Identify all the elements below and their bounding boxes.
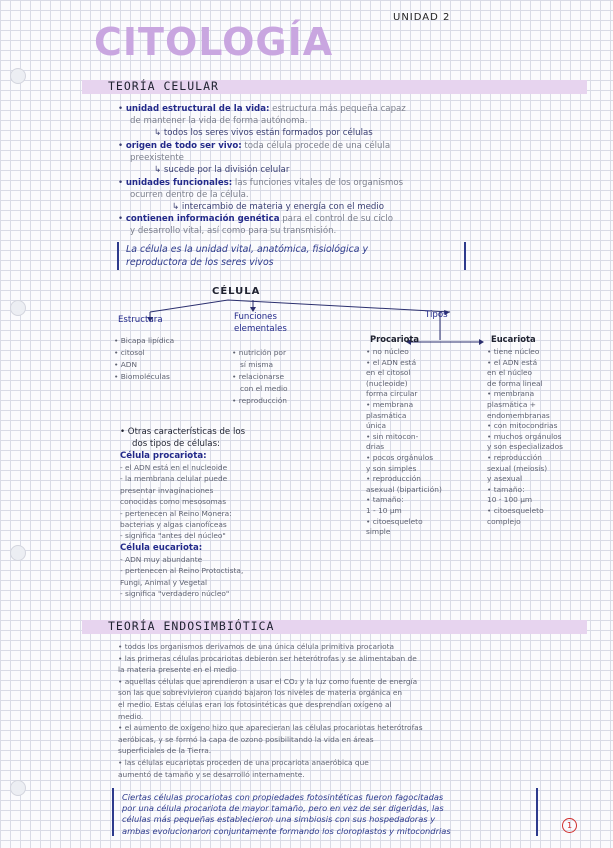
eukaryote-item: • reproducción [487, 453, 542, 462]
summary-line: La célula es la unidad vital, anatómica, fisiológica y [126, 244, 369, 255]
bullet-lead: contienen información genética [125, 214, 280, 224]
prokaryote-item: forma circular [366, 389, 418, 399]
endosymbiotic-line: aumentó de tamaño y se desarrolló internamente. [118, 769, 305, 779]
prokaryote-item: • membrana [366, 400, 414, 409]
prokaryote-note: bacterias y algas cianofíceas [120, 520, 227, 529]
eukaryote-note: - significa "verdadero núcleo" [120, 589, 230, 599]
bullet-continuation: de mantener la vida de forma autónoma. [130, 116, 308, 126]
bullet-lead: unidades funcionales: [125, 178, 233, 188]
bullet-text: para el control de su ciclo [279, 214, 394, 224]
endosymbiotic-line: • aquellas células que aprendieron a usar el CO₂ y la luz como fuente de energía [118, 676, 418, 686]
section-heading-endosymbiotic: TEORÍA ENDOSIMBIÓTICA [108, 619, 275, 633]
bullet-lead: unidad estructural de la vida: [125, 104, 270, 114]
eukaryote-note: - ADN muy abundante [120, 555, 203, 564]
functions-item: • reproducción [232, 396, 287, 405]
summary-line: reproductora de los seres vivos [126, 257, 274, 268]
eukaryote-item: endomembranas [487, 410, 550, 420]
arrowhead [479, 339, 484, 345]
other-heading: dos tipos de células: [132, 439, 220, 449]
conclusion-line: ambas evolucionaron conjuntamente formando los cloroplastos y mitocondrias [122, 825, 451, 836]
conclusion-line: células más pequeñas establecieron una simbiosis con sus hospedadoras y [122, 814, 436, 825]
bullet-text: estructura más pequeña capaz [269, 104, 406, 114]
bullet-continuation: ocurren dentro de la célula. [130, 190, 249, 200]
structure-item: • Biomoléculas [114, 372, 170, 381]
bullet-continuation: preexistente [130, 153, 184, 163]
endosymbiotic-line: • las primeras células procariotas debieron ser heterótrofas y se alimentaban de [118, 653, 417, 663]
page-title: CITOLOGÍA [94, 20, 334, 64]
structure-item: • Bicapa lipídica [114, 336, 175, 345]
prokaryote-label: Célula procariota: [120, 451, 207, 461]
eukaryote-item: • el ADN está [487, 357, 538, 367]
theory-bullet-3: • unidades funcionales: las funciones vitales de los organismos [118, 178, 404, 188]
prokaryote-item: (nucleoide) [366, 378, 408, 388]
bullet-lead: origen de todo ser vivo: [125, 141, 242, 151]
prokaryote-item: • pocos orgánulos [366, 453, 434, 462]
bullet-arrow-note: ↳ todos los seres vivos están formados por células [154, 128, 373, 138]
prokaryote-item: única [366, 421, 387, 431]
other-heading: • Otras características de los [120, 427, 246, 437]
endosymbiotic-line: • el aumento de oxígeno hizo que aparecieran las células procariotas heterótrofas [118, 723, 423, 733]
eukaryote-label: Célula eucariota: [120, 543, 203, 553]
prokaryote-note: - el ADN está en el nucleoide [120, 463, 228, 472]
prokaryote-note: - significa "antes del núcleo" [120, 531, 226, 541]
bullet-text: las funciones vitales de los organismos [232, 178, 404, 188]
functions-item: • nutrición por [232, 348, 286, 357]
structure-title: Estructura [118, 315, 163, 325]
prokaryote-item: y son simples [366, 463, 417, 473]
eukaryote-item: • con mitocondrias [487, 421, 558, 431]
endosymbiotic-line: aeróbicas, y se formó la capa de ozono posibilitando la vida en áreas [118, 734, 374, 744]
eukaryote-item: • citoesqueleto [487, 506, 544, 515]
prokaryote-item: drias [366, 442, 385, 452]
endosymbiotic-line: el medio. Estas células eran los fotosintéticas que desprendían oxígeno al [118, 700, 392, 709]
map-branch-line [150, 300, 450, 312]
prokaryote-item: • reproducción [366, 474, 421, 484]
prokaryote-item: simple [366, 527, 391, 537]
prokaryote-note: - la membrana celular puede [120, 474, 228, 484]
cell-root-label: CÉLULA [212, 286, 261, 297]
theory-bullet-2: • origen de todo ser vivo: toda célula procede de una célula [118, 141, 391, 151]
eukaryote-item: complejo [487, 516, 521, 526]
endosymbiotic-line: • todos los organismos derivamos de una única célula primitiva procariota [118, 642, 395, 651]
functions-item: con el medio [240, 384, 288, 393]
conclusion-line: Ciertas células procariotas con propiedades fotosintéticas fueron fagocitadas [122, 792, 444, 802]
prokaryote-title: Procariota [370, 334, 420, 344]
prokaryote-note: conocidas como mesosomas [120, 497, 227, 507]
bullet-arrow-note: ↳ intercambio de materia y energía con el medio [172, 202, 385, 212]
bullet-continuation: y desarrollo vital, así como para su transmisión. [130, 226, 337, 236]
prokaryote-item: plasmática [366, 410, 407, 420]
conclusion-line: por una célula procariota de mayor tamaño, pero en vez de ser digeridas, las [122, 803, 444, 814]
functions-item: • relacionarse [232, 372, 285, 381]
endosymbiotic-line: superficiales de la Tierra. [118, 746, 212, 756]
prokaryote-item: • tamaño: [366, 495, 404, 505]
prokaryote-note: - pertenecen al Reino Monera: [120, 508, 232, 518]
prokaryote-item: • no núcleo [366, 347, 409, 356]
prokaryote-item: • sin mitocon- [366, 431, 419, 441]
functions-item: sí misma [240, 360, 274, 369]
endosymbiotic-line: • las células eucariotas proceden de una procariota anaeróbica que [118, 758, 369, 767]
prokaryote-item: • citoesqueleto [366, 516, 423, 526]
endosymbiotic-line: medio. [118, 711, 144, 721]
structure-item: • ADN [114, 360, 137, 369]
unit-label: UNIDAD 2 [393, 12, 451, 23]
eukaryote-item: • muchos orgánulos [487, 431, 562, 441]
eukaryote-note: Fungi, Animal y Vegetal [120, 577, 208, 587]
eukaryote-note: - pertenecen al Reino Protoctista, [120, 566, 244, 576]
functions-title: Funciones [234, 312, 277, 322]
endosymbiotic-line: son las que sobrevivieron cuando bajaron los niveles de materia orgánica en [118, 688, 403, 698]
bullet-text: toda célula procede de una célula [241, 141, 391, 151]
section-heading-theory: TEORÍA CELULAR [108, 79, 219, 93]
structure-item: • citosol [114, 348, 145, 357]
endosymbiotic-line: la materia presente en el medio [118, 665, 237, 675]
theory-bullet-1: • unidad estructural de la vida: estructura más pequeña capaz [118, 104, 406, 114]
eukaryote-item: de forma lineal [487, 378, 543, 388]
eukaryote-item: • membrana [487, 389, 535, 399]
bullet-arrow-note: ↳ sucede por la división celular [154, 165, 290, 175]
prokaryote-item: asexual (bipartición) [366, 484, 442, 494]
eukaryote-item: sexual (meiosis) [487, 463, 548, 473]
functions-title: elementales [234, 324, 287, 334]
types-title: Tipos [425, 310, 448, 320]
eukaryote-item: 10 - 100 µm [487, 495, 533, 505]
page-number: 1 [562, 818, 577, 833]
prokaryote-item: en el citosol [366, 368, 411, 378]
eukaryote-title: Eucariota [491, 334, 536, 344]
prokaryote-item: • el ADN está [366, 357, 417, 367]
eukaryote-item: plasmática + [487, 400, 536, 409]
eukaryote-item: • tiene núcleo [487, 347, 540, 356]
eukaryote-item: en el núcleo [487, 368, 533, 378]
theory-bullet-4: • contienen información genética para el control de su ciclo [118, 214, 394, 224]
prokaryote-item: 1 - 10 µm [366, 506, 402, 515]
eukaryote-item: y son especializados [487, 442, 563, 452]
eukaryote-item: y asexual [487, 474, 523, 484]
eukaryote-item: • tamaño: [487, 484, 525, 494]
prokaryote-note: presentar invaginaciones [120, 485, 214, 495]
